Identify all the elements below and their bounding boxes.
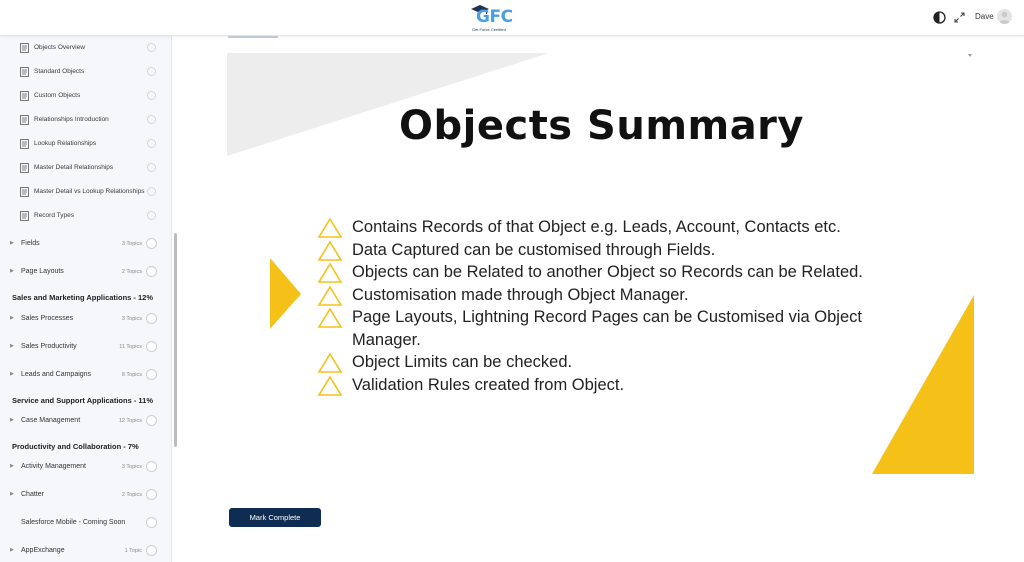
slide-bullet — [317, 306, 917, 351]
gfc-logo[interactable] — [470, 4, 518, 34]
topic-label: Salesforce Mobile - Coming Soon — [21, 519, 126, 526]
document-icon — [20, 187, 29, 197]
slide-bullet — [317, 239, 917, 262]
topic-label: Chatter — [21, 491, 44, 498]
top-header — [0, 0, 1024, 36]
avatar[interactable] — [997, 9, 1012, 24]
lesson-status-circle — [147, 115, 156, 124]
mark-complete-button[interactable]: Mark Complete — [229, 508, 321, 527]
sidebar-topic-sales-processes[interactable] — [0, 308, 172, 330]
lesson-status-circle — [147, 163, 156, 172]
topic-status-circle — [146, 461, 157, 472]
chevron-right-icon: ▶ — [10, 268, 14, 274]
document-icon — [20, 43, 29, 53]
lesson-slide — [227, 53, 974, 474]
sidebar-topic-page-layouts[interactable] — [0, 261, 172, 283]
sidebar-topic-fields[interactable] — [0, 233, 172, 255]
lesson-status-circle — [147, 91, 156, 100]
lesson-status-circle — [147, 187, 156, 196]
triangle-outline-icon — [317, 285, 343, 307]
slide-bullet — [317, 374, 917, 397]
topic-status-circle — [146, 415, 157, 426]
lesson-label: Master Detail vs Lookup Relationships — [34, 188, 145, 195]
sidebar-topic-chatter[interactable] — [0, 484, 172, 506]
topic-count: 8 Topics — [121, 372, 142, 378]
chevron-right-icon: ▶ — [10, 463, 14, 469]
bullet-text: Data Captured can be customised through Fields. — [352, 240, 716, 259]
section-heading: Productivity and Collaboration - 7% — [12, 442, 139, 451]
topic-label: Page Layouts — [21, 268, 64, 275]
topic-label: Activity Management — [21, 463, 86, 470]
topic-label: Sales Processes — [21, 315, 74, 322]
lesson-status-circle — [147, 139, 156, 148]
decorative-dot — [968, 54, 972, 58]
document-icon — [20, 211, 29, 221]
topic-count: 3 Topics — [121, 464, 142, 470]
lesson-label: Standard Objects — [34, 68, 85, 75]
triangle-outline-icon — [317, 352, 343, 374]
topic-count: 11 Topics — [119, 344, 142, 350]
section-heading: Sales and Marketing Applications - 12% — [12, 293, 154, 302]
lesson-label: Relationships Introduction — [34, 116, 109, 123]
half-moon-icon[interactable] — [933, 11, 946, 24]
sidebar-lesson-objects-overview[interactable] — [0, 38, 172, 58]
triangle-outline-icon — [317, 217, 343, 239]
triangle-outline-icon — [317, 307, 343, 329]
chevron-right-icon: ▶ — [10, 417, 14, 423]
slide-bullet-list — [317, 216, 917, 396]
bullet-text: Object Limits can be checked. — [352, 353, 573, 371]
topic-count: 3 Topics — [121, 241, 142, 247]
bullet-text: Objects can be Related to another Object so Records can be Related. — [352, 263, 863, 281]
sidebar-lesson-relationships-introduction[interactable] — [0, 110, 172, 130]
chevron-right-icon: ▶ — [10, 315, 14, 321]
topic-status-circle — [146, 238, 157, 249]
topic-label: Fields — [21, 240, 40, 247]
section-heading: Service and Support Applications - 11% — [12, 396, 154, 405]
sidebar-topic-salesforce-mobile[interactable] — [0, 512, 172, 534]
topic-status-circle — [146, 313, 157, 324]
bullet-text: Page Layouts, Lightning Record Pages can be Customised via Object Manager. — [352, 308, 862, 349]
sidebar-topic-leads-and-campaigns[interactable] — [0, 364, 172, 386]
bullet-text: Customisation made through Object Manager. — [352, 285, 689, 304]
chevron-right-icon: ▶ — [10, 371, 14, 377]
document-icon — [20, 91, 29, 101]
slide-bullet — [317, 284, 917, 307]
topic-label: Case Management — [21, 417, 81, 424]
sidebar-lesson-master-detail-vs-lookup[interactable] — [0, 182, 172, 202]
document-icon — [20, 115, 29, 125]
topic-label: Sales Productivity — [21, 343, 77, 350]
topic-label: AppExchange — [21, 547, 65, 554]
topic-status-circle — [146, 489, 157, 500]
sidebar-topic-sales-productivity[interactable] — [0, 336, 172, 358]
topic-status-circle — [146, 545, 157, 556]
triangle-outline-icon — [317, 262, 343, 284]
topic-label: Leads and Campaigns — [21, 371, 92, 378]
topic-status-circle — [146, 517, 157, 528]
user-name[interactable]: Dave — [975, 12, 994, 21]
sidebar-lesson-custom-objects[interactable] — [0, 86, 172, 106]
lesson-label: Objects Overview — [34, 44, 85, 51]
triangle-outline-icon — [317, 240, 343, 262]
lesson-label: Record Types — [34, 212, 74, 219]
document-icon — [20, 67, 29, 77]
sidebar-lesson-master-detail-relationships[interactable] — [0, 158, 172, 178]
triangle-outline-icon — [317, 375, 343, 397]
lesson-label: Lookup Relationships — [34, 140, 97, 147]
lesson-status-circle — [147, 211, 156, 220]
slide-bullet — [317, 216, 917, 239]
sidebar-lesson-lookup-relationships[interactable] — [0, 134, 172, 154]
expand-icon[interactable] — [953, 11, 966, 24]
slide-title: Objects Summary — [399, 103, 804, 149]
sidebar-lesson-standard-objects[interactable] — [0, 62, 172, 82]
topic-status-circle — [146, 266, 157, 277]
sidebar-lesson-record-types[interactable] — [0, 206, 172, 226]
lesson-status-circle — [147, 43, 156, 52]
chevron-right-icon: ▶ — [10, 547, 14, 553]
sidebar-scrollbar[interactable] — [174, 233, 177, 447]
topic-count: 1 Topic — [124, 548, 142, 554]
sidebar-topic-appexchange[interactable] — [0, 540, 172, 562]
chevron-right-icon: ▶ — [10, 343, 14, 349]
user-icon — [997, 9, 1012, 24]
topic-status-circle — [146, 369, 157, 380]
topic-status-circle — [146, 341, 157, 352]
lesson-label: Master Detail Relationships — [34, 164, 114, 171]
document-icon — [20, 163, 29, 173]
chevron-right-icon: ▶ — [10, 491, 14, 497]
chevron-right-icon: ▶ — [10, 240, 14, 246]
topic-count: 2 Topics — [121, 492, 142, 498]
content-tab-indicator — [228, 36, 278, 38]
lesson-status-circle — [147, 67, 156, 76]
decorative-yellow-arrow — [270, 258, 301, 329]
document-icon — [20, 139, 29, 149]
logo-subtext: Get Force Certified — [472, 27, 506, 32]
lesson-label: Custom Objects — [34, 92, 81, 99]
topic-count: 3 Topics — [121, 316, 142, 322]
sidebar-topic-case-management[interactable] — [0, 410, 172, 432]
sidebar-topic-activity-management[interactable] — [0, 456, 172, 478]
topic-count: 2 Topics — [121, 269, 142, 275]
slide-bullet — [317, 261, 917, 284]
slide-bullet — [317, 351, 917, 374]
topic-count: 12 Topics — [118, 418, 142, 424]
bullet-text: Contains Records of that Object e.g. Leads, Account, Contacts etc. — [352, 218, 841, 236]
bullet-text: Validation Rules created from Object. — [352, 375, 625, 394]
logo-text: GFC — [476, 7, 513, 27]
